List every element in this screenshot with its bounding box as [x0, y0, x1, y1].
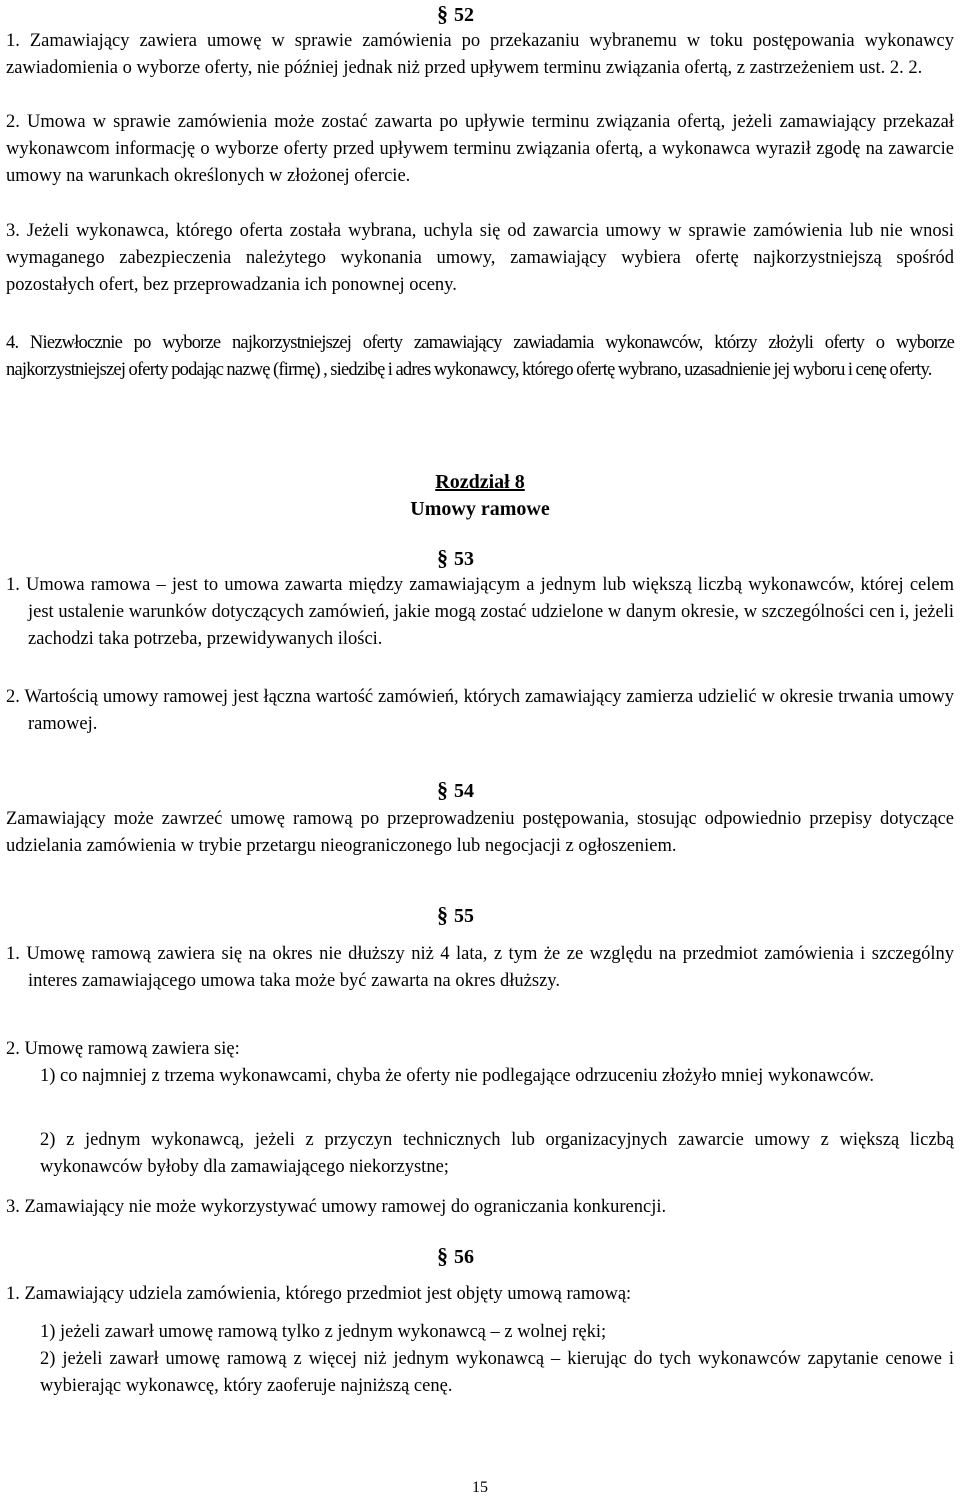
section-number: 52: [454, 4, 474, 26]
page-number: 15: [472, 1479, 488, 1496]
paragraph-56-1: 1. Zamawiający udziela zamówienia, którego przedmiot jest objęty umową ramową:: [6, 1284, 632, 1304]
section-sign: §: [437, 545, 448, 570]
section-number: 56: [454, 1246, 474, 1268]
paragraph-55-2-2: 2) z jednym wykonawcą, jeżeli z przyczyn technicznych lub organizacyjnych zawarcie umowy z większą liczbą wykonawców byłoby dla zamawiającego niekorzystne;: [40, 1130, 954, 1177]
section-heading-52: [437, 0, 474, 29]
paragraph-52-4: 4. Niezwłocznie po wyborze najkorzystniejszej oferty zamawiający zawiadamia wykonawców, którzy złożyli oferty o wyborze najkorzystniejszej oferty podając nazwę (firmę) , siedzibę i adres wykonawcy, którego ofertę wybrano, uzasadnienie jej wyboru i cenę oferty.: [6, 333, 954, 380]
section-sign: §: [437, 777, 448, 802]
paragraph-55-1: 1. Umowę ramową zawiera się na okres nie dłuższy niż 4 lata, z tym że ze względu na przedmiot zamówienia i szczególny interes zamawiającego umowa taka może być zawarta na okres dłuższy.: [6, 944, 954, 991]
paragraph-52-2: 2. Umowa w sprawie zamówienia może zostać zawarta po upływie terminu związania ofertą, jeżeli zamawiający przekazał wykonawcom informację o wyborze oferty przed upływem terminu związania ofertą, a wykonawca wyraził zgodę na zawarcie umowy na warunkach określonych w złożonej ofercie.: [6, 112, 954, 186]
section-heading-56: [437, 1242, 474, 1271]
paragraph-55-3: 3. Zamawiający nie może wykorzystywać umowy ramowej do ograniczania konkurencji.: [6, 1197, 667, 1217]
section-sign: §: [437, 1, 448, 26]
section-heading-54: [437, 776, 474, 805]
chapter-number: Rozdział 8: [435, 471, 525, 493]
paragraph-56-1-1: 1) jeżeli zawarł umowę ramową tylko z jednym wykonawcą – z wolnej ręki;: [40, 1322, 607, 1342]
paragraph-53-2: 2. Wartością umowy ramowej jest łączna wartość zamówień, których zamawiający zamierza udzielić w okresie trwania umowy ramowej.: [6, 687, 954, 734]
section-sign: §: [437, 902, 448, 927]
section-number: 53: [454, 548, 474, 570]
paragraph-53-1: 1. Umowa ramowa – jest to umowa zawarta między zamawiającym a jednym lub większą liczbą wykonawców, której celem jest ustalenie warunków dotyczących zamówień, jakie mogą zostać udzielone w danym okresie, w szczególności cen i, jeżeli zachodzi taka potrzeba, przewidywanych ilości.: [6, 575, 954, 649]
section-number: 55: [454, 905, 474, 927]
paragraph-52-3: 3. Jeżeli wykonawca, którego oferta została wybrana, uchyla się od zawarcia umowy w sprawie zamówienia lub nie wnosi wymaganego zabezpieczenia należytego wykonania umowy, zamawiający wybiera ofertę najkorzystniejszą spośród pozostałych ofert, bez przeprowadzania ich ponownej oceny.: [6, 221, 954, 295]
chapter-title: Umowy ramowe: [410, 498, 550, 520]
paragraph-55-2: 2. Umowę ramową zawiera się:: [6, 1039, 240, 1059]
section-heading-53: [437, 544, 474, 573]
section-heading-55: [437, 901, 474, 930]
paragraph-56-1-2: 2) jeżeli zawarł umowę ramową z więcej niż jednym wykonawcą – kierując do tych wykonawców zapytanie cenowe i wybierając wykonawcę, który zaoferuje najniższą cenę.: [40, 1349, 954, 1396]
paragraph-55-2-1: 1) co najmniej z trzema wykonawcami, chyba że oferty nie podlegające odrzuceniu złożyło mniej wykonawców.: [40, 1066, 875, 1086]
section-number: 54: [454, 780, 474, 802]
paragraph-52-1: 1. Zamawiający zawiera umowę w sprawie zamówienia po przekazaniu wybranemu w toku postępowania wykonawcy zawiadomienia o wyborze oferty, nie później jednak niż przed upływem terminu związania ofertą, z zastrzeżeniem ust. 2. 2.: [6, 31, 954, 78]
section-sign: §: [437, 1243, 448, 1268]
paragraph-54: Zamawiający może zawrzeć umowę ramową po przeprowadzeniu postępowania, stosując odpowiednio przepisy dotyczące udzielania zamówienia w trybie przetargu nieograniczonego lub negocjacji z ogłoszeniem.: [6, 809, 954, 856]
